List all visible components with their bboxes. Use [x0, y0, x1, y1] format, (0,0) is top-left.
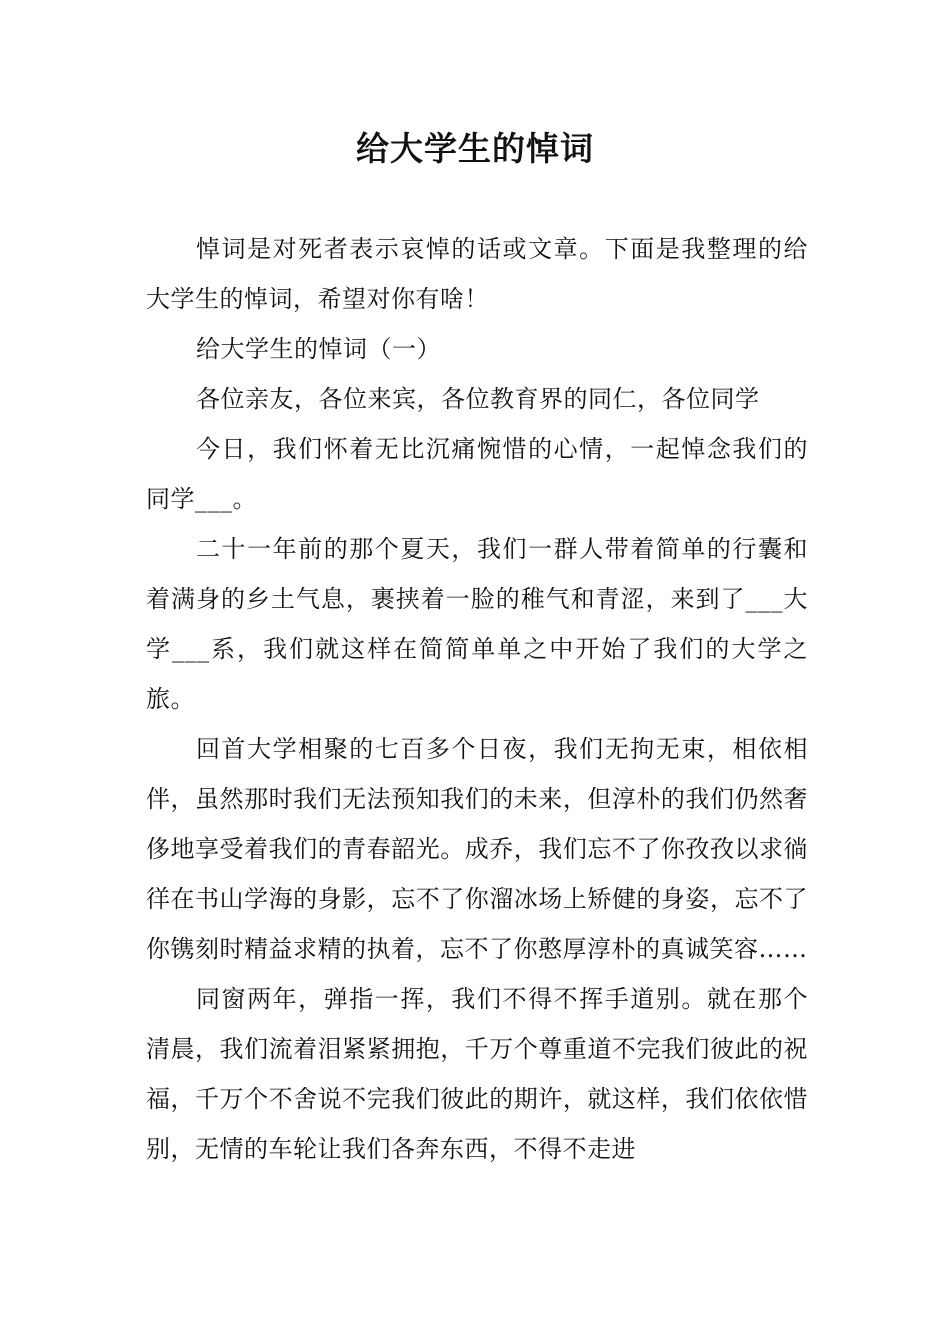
document-title: 给大学生的悼词: [356, 129, 594, 168]
paragraph-intro: 悼词是对死者表示哀悼的话或文章。下面是我整理的给大学生的悼词，希望对你有啥！: [146, 235, 808, 313]
section-heading: 给大学生的悼词（一）: [196, 335, 441, 363]
paragraph: 回首大学相聚的七百多个日夜，我们无拘无束，相依相伴，虽然那时我们无法预知我们的未来，但淳朴的我们仍然奢侈地享受着我们的青春韶光。成乔，我们忘不了你孜孜以求徜徉在书山学海的身影，忘不了你溜冰场上矫健的身姿，忘不了你镌刻时精益求精的执着，忘不了你憨厚淳朴的真诚笑容……: [146, 735, 808, 963]
document-body: [146, 224, 808, 1174]
paragraph-salutation: 各位亲友，各位来宾，各位教育界的同仁，各位同学: [196, 385, 760, 413]
paragraph: 今日，我们怀着无比沉痛惋惜的心情，一起悼念我们的同学___。: [146, 435, 808, 513]
paragraph: 二十一年前的那个夏天，我们一群人带着简单的行囊和着满身的乡土气息，裹挟着一脸的稚气和青涩，来到了___大学___系，我们就这样在简简单单之中开始了我们的大学之旅。: [146, 535, 808, 713]
paragraph: 同窗两年，弹指一挥，我们不得不挥手道别。就在那个清晨，我们流着泪紧紧拥抱，千万个尊重道不完我们彼此的祝福，千万个不舍说不完我们彼此的期许，就这样，我们依依惜别，无情的车轮让我们各奔东西，不得不走进: [146, 985, 808, 1163]
